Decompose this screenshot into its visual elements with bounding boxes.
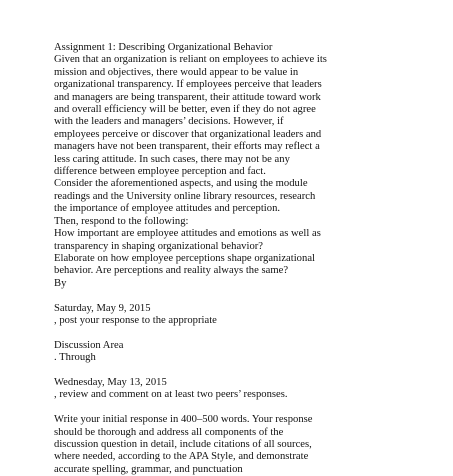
date-first: Saturday, May 9, 2015: [54, 302, 151, 314]
through-line: . Through: [54, 352, 96, 364]
spacer: [54, 327, 414, 339]
assignment-title: Assignment 1: Describing Organizational Behavior: [54, 42, 273, 53]
spacer: [54, 365, 414, 377]
document-body: [54, 42, 414, 476]
spacer: [54, 290, 414, 302]
instructions-paragraph: Consider the aforementioned aspects, and using the module readings and the University online library resources, research the importance of employee attitudes and perception.: [54, 178, 316, 215]
intro-paragraph: Given that an organization is reliant on employees to achieve its mission and objectives, there would appear to be value in organizational transparency. If employees perceive that leaders and managers are being transparent, their attitude toward work and overall efficiency will be better, even if they do not agree with the leaders and managers’ decisions. However, if employees perceive or discover that organizational leaders and managers have not been transparent, their efforts may reflect a less caring attitude. In such cases, there may not be any difference between employee perception and fact.: [54, 54, 327, 178]
respond-lead: Then, respond to the following:: [54, 215, 189, 227]
by-label: By: [54, 277, 67, 289]
spacer: [54, 402, 414, 414]
review-line: , review and comment on at least two peers’ responses.: [54, 389, 288, 401]
question-1: How important are employee attitudes and emotions as well as transparency in shaping organizational behavior?: [54, 228, 321, 252]
date-second: Wednesday, May 13, 2015: [54, 376, 167, 388]
post-line: , post your response to the appropriate: [54, 314, 217, 326]
question-2: Elaborate on how employee perceptions shape organizational behavior. Are perceptions and reality always the same?: [54, 252, 316, 277]
closing-paragraph: Write your initial response in 400–500 words. Your response should be thorough and address all components of the discussion question in detail, include citations of all sources, where needed, according to the APA Style, and demonstrate accurate spelling, grammar, and punctuation: [54, 414, 313, 475]
discussion-area-label: Discussion Area: [54, 339, 124, 351]
